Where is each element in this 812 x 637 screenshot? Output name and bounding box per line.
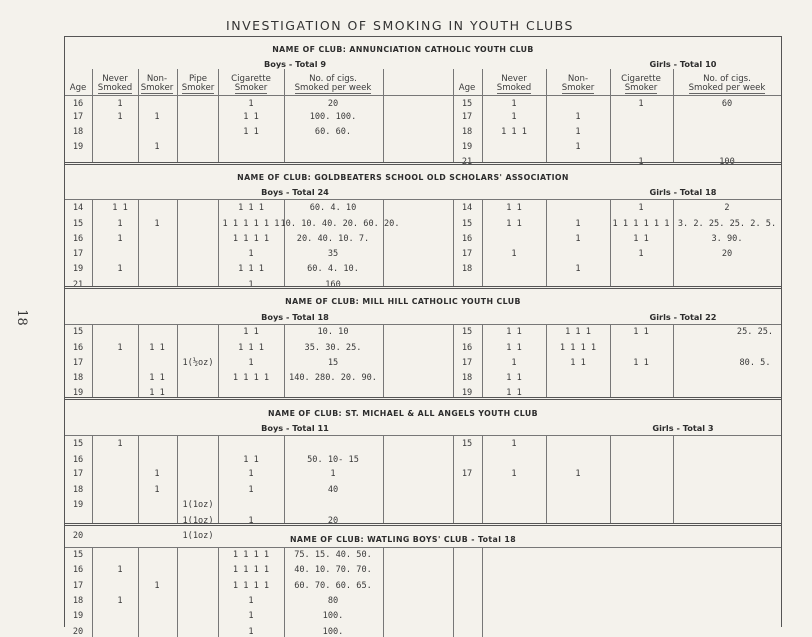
girls-never-smoked-header-line2 — [484, 83, 544, 94]
boys-cell: 60. 70. 60. 65. — [294, 581, 372, 591]
girls-cell: 1 — [575, 469, 581, 479]
boys-cell: 14 — [72, 203, 84, 213]
cigs-per-week-header-line1: No. of cigs. — [309, 74, 357, 84]
girls-cell: 80. 5. — [739, 358, 771, 368]
girls-age-header: Age — [458, 83, 476, 93]
boys-cell: 16 — [72, 343, 84, 353]
age-header: Age — [69, 83, 87, 93]
girls-cell: 17 — [461, 358, 473, 368]
girls-cell: 15 — [461, 439, 473, 449]
girls-non-smoker-header-line2 — [548, 83, 608, 94]
boys-cell: 20. 40. 10. 7. — [296, 234, 370, 244]
column-rule — [482, 547, 483, 637]
boys-cell: 1 — [248, 99, 254, 109]
page-number: 18 — [13, 309, 29, 326]
boys-cell: 80 — [327, 596, 339, 606]
girls-cell: 1 — [575, 264, 581, 274]
girls-cell: 3. 2. 25. 25. 2. 5. — [677, 219, 777, 229]
boys-cell: 20 — [72, 627, 84, 637]
girls-cell: 16 — [461, 343, 473, 353]
boys-cell: 1 — [117, 596, 123, 606]
column-rule — [138, 547, 139, 637]
girls-cell: 1 — [575, 142, 581, 152]
boys-cell: 60. 4. 10. — [307, 264, 359, 274]
section-rule — [65, 523, 781, 524]
girls-cell: 15 — [461, 99, 473, 109]
boys-cell: 1 — [117, 234, 123, 244]
boys-cell: 50. 10- 15 — [307, 455, 359, 465]
never-smoked-header-underlined: Smoked — [97, 83, 133, 93]
girls-cell: 1 1 — [506, 343, 522, 353]
girls-cell: 3. 90. — [711, 234, 743, 244]
girls-cell: 1 1 — [633, 234, 649, 244]
section-rule — [65, 162, 781, 163]
pipe-smoker-header-line1: Pipe — [188, 74, 208, 84]
girls-cell: 1 1 1 — [565, 327, 591, 337]
girls-cell: 1 — [575, 127, 581, 137]
boys-cell: 35 — [327, 249, 339, 259]
boys-cell: 100. 100. — [309, 112, 357, 122]
girls-cell: 18 — [461, 127, 473, 137]
boys-cell: 1 — [117, 439, 123, 449]
boys-cell: 17 — [72, 581, 84, 591]
column-rule — [284, 435, 285, 524]
girls-cigarette-smoker-header-underlined: Smoker — [624, 83, 658, 93]
column-rule — [177, 435, 178, 524]
boys-cell: 1 1 1 1 — [232, 373, 270, 383]
boys-cell: 19 — [72, 611, 84, 621]
boys-cell: 1(1oz) — [182, 516, 214, 526]
girls-cell: 1 — [638, 203, 644, 213]
club-name: NAME OF CLUB: MILL HILL CATHOLIC YOUTH CLUB — [285, 297, 521, 306]
section-rule — [65, 397, 781, 398]
girls-cell: 16 — [461, 234, 473, 244]
boys-cell: 75. 15. 40. 50. — [294, 550, 372, 560]
section-rule — [65, 288, 781, 289]
girls-cell: 1 1 1 1 — [559, 343, 597, 353]
boys-cell: 17 — [72, 358, 84, 368]
girls-cell: 18 — [461, 264, 473, 274]
boys-cell: 1 — [154, 581, 160, 591]
girls-non-smoker-header-underlined: Smoker — [561, 83, 595, 93]
boys-cell: 17 — [72, 249, 84, 259]
column-rule — [138, 324, 139, 398]
girls-cell: 1 — [511, 249, 517, 259]
girls-cell: 17 — [461, 469, 473, 479]
girls-cigs-per-week-header-line1: No. of cigs. — [703, 74, 751, 84]
girls-cell: 1 1 1 1 1 1 — [612, 219, 670, 229]
boys-cell: 1 1 — [112, 203, 128, 213]
boys-cell: 15 — [72, 327, 84, 337]
boys-cell: 1 — [248, 596, 254, 606]
boys-cell: 18 — [72, 373, 84, 383]
boys-cell: 1 1 — [149, 343, 165, 353]
girls-cell: 14 — [461, 203, 473, 213]
boys-total: Boys - Total 24 — [261, 187, 329, 197]
girls-total: Girls - Total 18 — [649, 187, 717, 197]
column-rule — [92, 547, 93, 637]
boys-cell: 1 1 — [243, 127, 259, 137]
boys-cell: 100. — [322, 611, 344, 621]
boys-cell: 1 — [117, 99, 123, 109]
boys-cell: 60. 4. 10 — [309, 203, 357, 213]
boys-cell: 1 — [154, 219, 160, 229]
girls-cell: 19 — [461, 388, 473, 398]
girls-cell: 1 — [511, 99, 517, 109]
girls-cigs-per-week-header-underlined: Smoked per week — [688, 83, 766, 93]
boys-cell: 1 1 1 1 — [232, 565, 270, 575]
column-rule — [610, 435, 611, 524]
club-name: NAME OF CLUB: ST. MICHAEL & ALL ANGELS YOUTH CLUB — [268, 409, 538, 418]
girls-cell: 1 — [638, 99, 644, 109]
column-rule — [177, 199, 178, 287]
column-rule — [177, 547, 178, 637]
boys-cell: 17 — [72, 469, 84, 479]
boys-total: Boys - Total 9 — [263, 59, 327, 69]
girls-cell: 1 — [638, 157, 644, 167]
girls-cell: 1 — [511, 469, 517, 479]
section-rule — [65, 164, 781, 165]
column-rule — [673, 435, 674, 524]
girls-cell: 1 — [575, 112, 581, 122]
boys-cell: 10. 10 — [317, 327, 349, 337]
boys-cell: 1 — [248, 627, 254, 637]
boys-cell: 1 — [248, 249, 254, 259]
boys-cell: 1 — [117, 112, 123, 122]
boys-cell: 15 — [72, 439, 84, 449]
boys-cell: 15 — [72, 219, 84, 229]
girls-cell: 1 — [575, 234, 581, 244]
girls-cell: 1 1 — [633, 327, 649, 337]
boys-cell: 100. — [322, 627, 344, 637]
smoking-survey-table — [64, 36, 782, 637]
boys-cell: 20 — [72, 531, 84, 541]
boys-cell: 19 — [72, 264, 84, 274]
boys-cell: 1 1 1 1 1 1 — [222, 219, 280, 229]
girls-cell: 1 — [511, 439, 517, 449]
boys-cell: 1 1 1 — [238, 203, 264, 213]
girls-cell: 1 1 1 — [501, 127, 527, 137]
cigarette-smoker-header-line2 — [218, 83, 284, 94]
boys-cell: 1 — [117, 264, 123, 274]
girls-cell: 100 — [719, 157, 735, 167]
boys-cell: 1(1oz) — [182, 531, 214, 541]
boys-cell: 1 1 — [243, 455, 259, 465]
girls-cell: 1 1 — [506, 203, 522, 213]
boys-cell: 1 — [248, 611, 254, 621]
girls-non-smoker-header-line1: Non- — [567, 74, 589, 84]
section-rule — [65, 286, 781, 287]
girls-cell: 18 — [461, 373, 473, 383]
column-rule — [453, 547, 454, 637]
girls-cigarette-smoker-header-line1: Cigarette — [621, 74, 661, 84]
boys-cell: 1 — [330, 469, 336, 479]
girls-cell: 1 — [511, 358, 517, 368]
boys-cell: 1(½oz) — [182, 358, 214, 368]
page-title: INVESTIGATION OF SMOKING IN YOUTH CLUBS — [226, 18, 574, 33]
boys-cell: 15 — [327, 358, 339, 368]
boys-cell: 1 1 — [149, 388, 165, 398]
column-rule — [383, 435, 384, 524]
boys-cell: 160 — [325, 280, 341, 290]
non-smoker-header-line2 — [137, 83, 177, 94]
pipe-smoker-header-line2 — [177, 83, 219, 94]
girls-cell: 1 1 — [570, 358, 586, 368]
girls-cell: 2 — [724, 203, 730, 213]
girls-cell: 21 — [461, 157, 473, 167]
boys-cell: 16 — [72, 455, 84, 465]
boys-cell: 10. 10. 40. 20. 60. 20. — [280, 219, 400, 229]
boys-cell: 1 1 1 1 — [232, 234, 270, 244]
boys-cell: 19 — [72, 142, 84, 152]
column-rule — [284, 547, 285, 637]
girls-cell: 20 — [721, 249, 733, 259]
boys-cell: 1 — [117, 565, 123, 575]
girls-cell: 1 1 — [506, 388, 522, 398]
boys-total: Boys - Total 11 — [261, 423, 329, 433]
section-rule — [65, 525, 781, 526]
boys-cell: 1 — [154, 112, 160, 122]
girls-cell: 1 1 — [506, 327, 522, 337]
girls-cell: 19 — [461, 142, 473, 152]
boys-cell: 18 — [72, 596, 84, 606]
boys-cell: 16 — [72, 234, 84, 244]
girls-cell: 1 — [638, 249, 644, 259]
boys-cell: 19 — [72, 388, 84, 398]
boys-cell: 1 — [248, 280, 254, 290]
girls-total: Girls - Total 3 — [652, 423, 714, 433]
column-rule — [383, 547, 384, 637]
boys-cell: 1 — [248, 485, 254, 495]
boys-cell: 1 1 — [243, 327, 259, 337]
pipe-smoker-header-underlined: Smoker — [181, 83, 215, 93]
girls-cell: 1 — [575, 219, 581, 229]
boys-cell: 16 — [72, 565, 84, 575]
cigarette-smoker-header-line1: Cigarette — [231, 74, 271, 84]
boys-cell: 1 — [117, 219, 123, 229]
boys-cell: 1 1 1 — [238, 264, 264, 274]
boys-cell: 1 — [154, 142, 160, 152]
boys-cell: 15 — [72, 550, 84, 560]
boys-cell: 1 1 1 — [238, 343, 264, 353]
girls-cell: 1 1 — [633, 358, 649, 368]
boys-cell: 1 — [117, 343, 123, 353]
cigs-per-week-header-underlined: Smoked per week — [294, 83, 372, 93]
boys-cell: 1 1 — [243, 112, 259, 122]
girls-never-smoked-header-line1: Never — [501, 74, 527, 84]
boys-cell: 20 — [327, 516, 339, 526]
boys-cell: 19 — [72, 500, 84, 510]
boys-cell: 1 — [248, 358, 254, 368]
boys-cell: 1 — [248, 469, 254, 479]
girls-cell: 17 — [461, 249, 473, 259]
never-smoked-header-line2 — [92, 83, 138, 94]
boys-cell: 1 1 1 1 — [232, 550, 270, 560]
girls-cigs-per-week-header-line2 — [675, 83, 779, 94]
non-smoker-header-line1: Non- — [146, 74, 168, 84]
cigarette-smoker-header-underlined: Smoker — [234, 83, 268, 93]
girls-cell: 17 — [461, 112, 473, 122]
girls-cell: 15 — [461, 219, 473, 229]
section-rule — [65, 399, 781, 400]
never-smoked-header-line1: Never — [102, 74, 128, 84]
boys-cell: 16 — [72, 99, 84, 109]
girls-never-smoked-header-underlined: Smoked — [496, 83, 532, 93]
boys-cell: 1 1 — [149, 373, 165, 383]
boys-cell: 21 — [72, 280, 84, 290]
club-name: NAME OF CLUB: GOLDBEATERS SCHOOL OLD SCHOLARS' ASSOCIATION — [237, 173, 569, 182]
boys-cell: 20 — [327, 99, 339, 109]
header-rule — [65, 547, 781, 548]
girls-cell: 25. 25. — [736, 327, 774, 337]
boys-cell: 1(1oz) — [182, 500, 214, 510]
club-name: NAME OF CLUB: WATLING BOYS' CLUB - Total 18 — [289, 535, 517, 544]
boys-total: Boys - Total 18 — [261, 312, 329, 322]
girls-cell: 60 — [721, 99, 733, 109]
girls-total: Girls - Total 10 — [649, 59, 717, 69]
boys-cell: 17 — [72, 112, 84, 122]
boys-cell: 18 — [72, 127, 84, 137]
column-rule — [218, 435, 219, 524]
boys-cell: 40 — [327, 485, 339, 495]
boys-cell: 140. 280. 20. 90. — [289, 373, 377, 383]
girls-total: Girls - Total 22 — [649, 312, 717, 322]
boys-cell: 40. 10. 70. 70. — [294, 565, 372, 575]
girls-cigarette-smoker-header-line2 — [610, 83, 672, 94]
boys-cell: 35. 30. 25. — [304, 343, 362, 353]
column-rule — [218, 547, 219, 637]
girls-cell: 15 — [461, 327, 473, 337]
column-rule — [673, 69, 674, 163]
boys-cell: 18 — [72, 485, 84, 495]
non-smoker-header-underlined: Smoker — [140, 83, 174, 93]
girls-cell: 1 1 — [506, 219, 522, 229]
boys-cell: 1 — [248, 516, 254, 526]
boys-cell: 1 1 1 1 — [232, 581, 270, 591]
girls-cell: 1 1 — [506, 373, 522, 383]
boys-cell: 60. 60. — [314, 127, 352, 137]
cigs-per-week-header-line2 — [283, 83, 383, 94]
boys-cell: 1 — [154, 485, 160, 495]
girls-cell: 1 — [511, 112, 517, 122]
club-name: NAME OF CLUB: ANNUNCIATION CATHOLIC YOUTH CLUB — [272, 45, 534, 54]
boys-cell: 1 — [154, 469, 160, 479]
